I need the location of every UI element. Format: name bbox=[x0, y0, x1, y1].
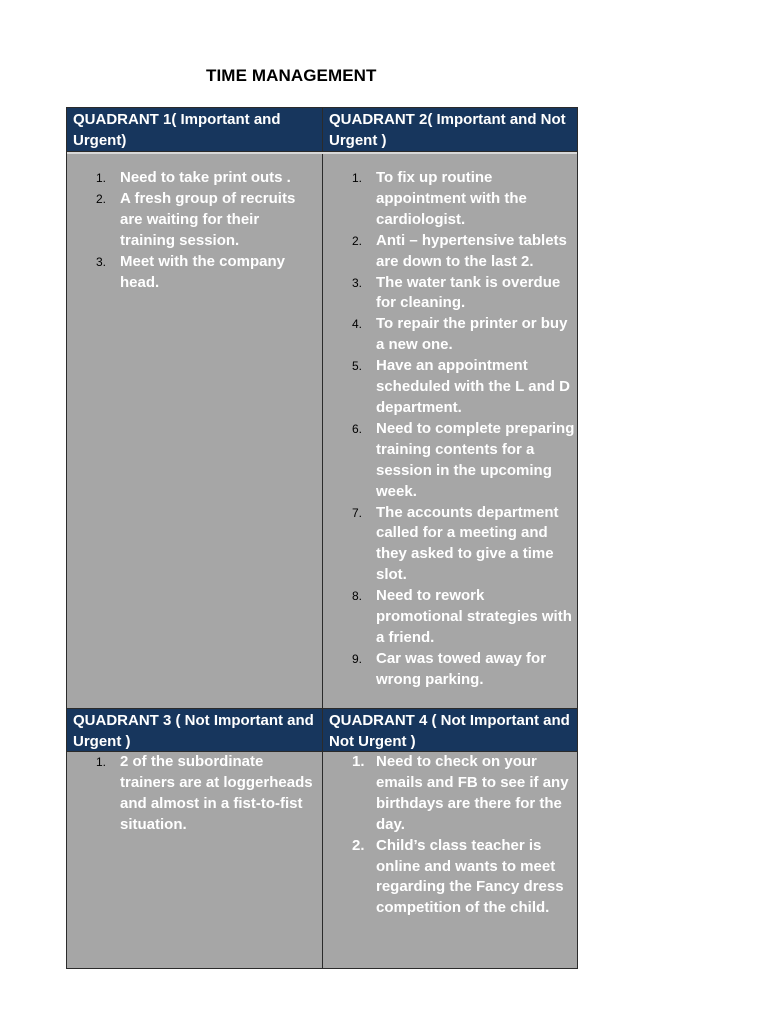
list-number: 3. bbox=[352, 275, 363, 290]
quadrant-4-header bbox=[323, 709, 577, 751]
list-number: 2. bbox=[352, 233, 363, 248]
list-item bbox=[323, 503, 575, 587]
list-text: To fix up routine appointment with the cardiologist. bbox=[376, 169, 527, 228]
list-item bbox=[323, 586, 575, 649]
list-item bbox=[67, 168, 314, 189]
list-text: Need to check on your emails and FB to see if any birthdays are there for the day. bbox=[376, 753, 569, 833]
quadrant-1-body bbox=[67, 168, 322, 708]
list-item bbox=[323, 752, 575, 836]
quadrant-1-list bbox=[67, 168, 314, 293]
list-text: A fresh group of recruits are waiting for their training session. bbox=[120, 189, 296, 249]
list-item bbox=[67, 752, 314, 836]
quadrant-table bbox=[66, 107, 578, 969]
list-text: 2 of the subordinate trainers are at loggerheads and almost in a fist-to-fist situation. bbox=[120, 753, 313, 833]
quadrant-4-body bbox=[323, 752, 577, 968]
row-divider bbox=[67, 708, 577, 709]
quadrant-2-list bbox=[323, 168, 575, 691]
list-text: Meet with the company head. bbox=[120, 252, 286, 291]
quadrant-4-title: QUADRANT 4 ( Not Important and Not Urgent ) bbox=[329, 712, 570, 750]
list-text: The accounts department called for a meeting and they asked to give a time slot. bbox=[376, 503, 559, 584]
list-number: 9. bbox=[352, 651, 363, 666]
list-text: Anti – hypertensive tablets are down to the last 2. bbox=[376, 231, 567, 270]
list-text: Need to complete preparing training contents for a session in the upcoming week. bbox=[376, 419, 575, 500]
list-item bbox=[323, 273, 575, 315]
list-number: 7. bbox=[352, 505, 363, 520]
column-divider bbox=[322, 108, 323, 968]
quadrant-3-list bbox=[67, 752, 314, 836]
list-text: Need to rework promotional strategies with a friend. bbox=[376, 587, 572, 646]
list-number: 1. bbox=[352, 171, 363, 185]
quadrant-1-header bbox=[67, 108, 322, 151]
list-text: Car was towed away for wrong parking. bbox=[376, 649, 547, 688]
list-item bbox=[323, 168, 575, 231]
list-text: The water tank is overdue for cleaning. bbox=[376, 273, 561, 312]
list-number: 1. bbox=[96, 171, 107, 185]
list-number: 2. bbox=[352, 836, 365, 854]
list-number: 5. bbox=[352, 359, 363, 374]
header-divider-bottom bbox=[67, 751, 577, 752]
list-number: 3. bbox=[96, 254, 107, 269]
list-item bbox=[323, 649, 575, 691]
list-item bbox=[323, 231, 575, 273]
quadrant-2-header bbox=[323, 108, 577, 151]
list-text: Need to take print outs . bbox=[120, 169, 291, 186]
header-underline-top bbox=[67, 152, 577, 154]
quadrant-3-title: QUADRANT 3 ( Not Important and Urgent ) bbox=[73, 712, 314, 750]
list-item bbox=[323, 356, 575, 419]
list-number: 2. bbox=[96, 191, 107, 206]
list-number: 4. bbox=[352, 317, 363, 332]
list-text: Have an appointment scheduled with the L and D department. bbox=[376, 357, 570, 416]
list-item bbox=[323, 419, 575, 503]
list-text: To repair the printer or buy a new one. bbox=[376, 315, 568, 354]
list-number: 6. bbox=[352, 421, 363, 436]
quadrant-2-title: QUADRANT 2( Important and Not Urgent ) bbox=[329, 111, 566, 149]
page-title: TIME MANAGEMENT bbox=[206, 66, 377, 85]
list-number: 1. bbox=[352, 753, 365, 770]
quadrant-2-body bbox=[323, 168, 577, 708]
list-text: Child’s class teacher is online and wants to meet regarding the Fancy dress competition of the child. bbox=[376, 836, 564, 917]
list-item bbox=[67, 189, 314, 252]
quadrant-1-title: QUADRANT 1( Important and Urgent) bbox=[73, 111, 281, 149]
quadrant-3-header bbox=[67, 709, 322, 751]
list-item bbox=[323, 836, 575, 920]
list-number: 1. bbox=[96, 755, 107, 769]
list-item bbox=[323, 314, 575, 356]
quadrant-4-list bbox=[323, 752, 575, 919]
quadrant-3-body bbox=[67, 752, 322, 968]
list-item bbox=[67, 252, 314, 294]
list-number: 8. bbox=[352, 589, 363, 604]
